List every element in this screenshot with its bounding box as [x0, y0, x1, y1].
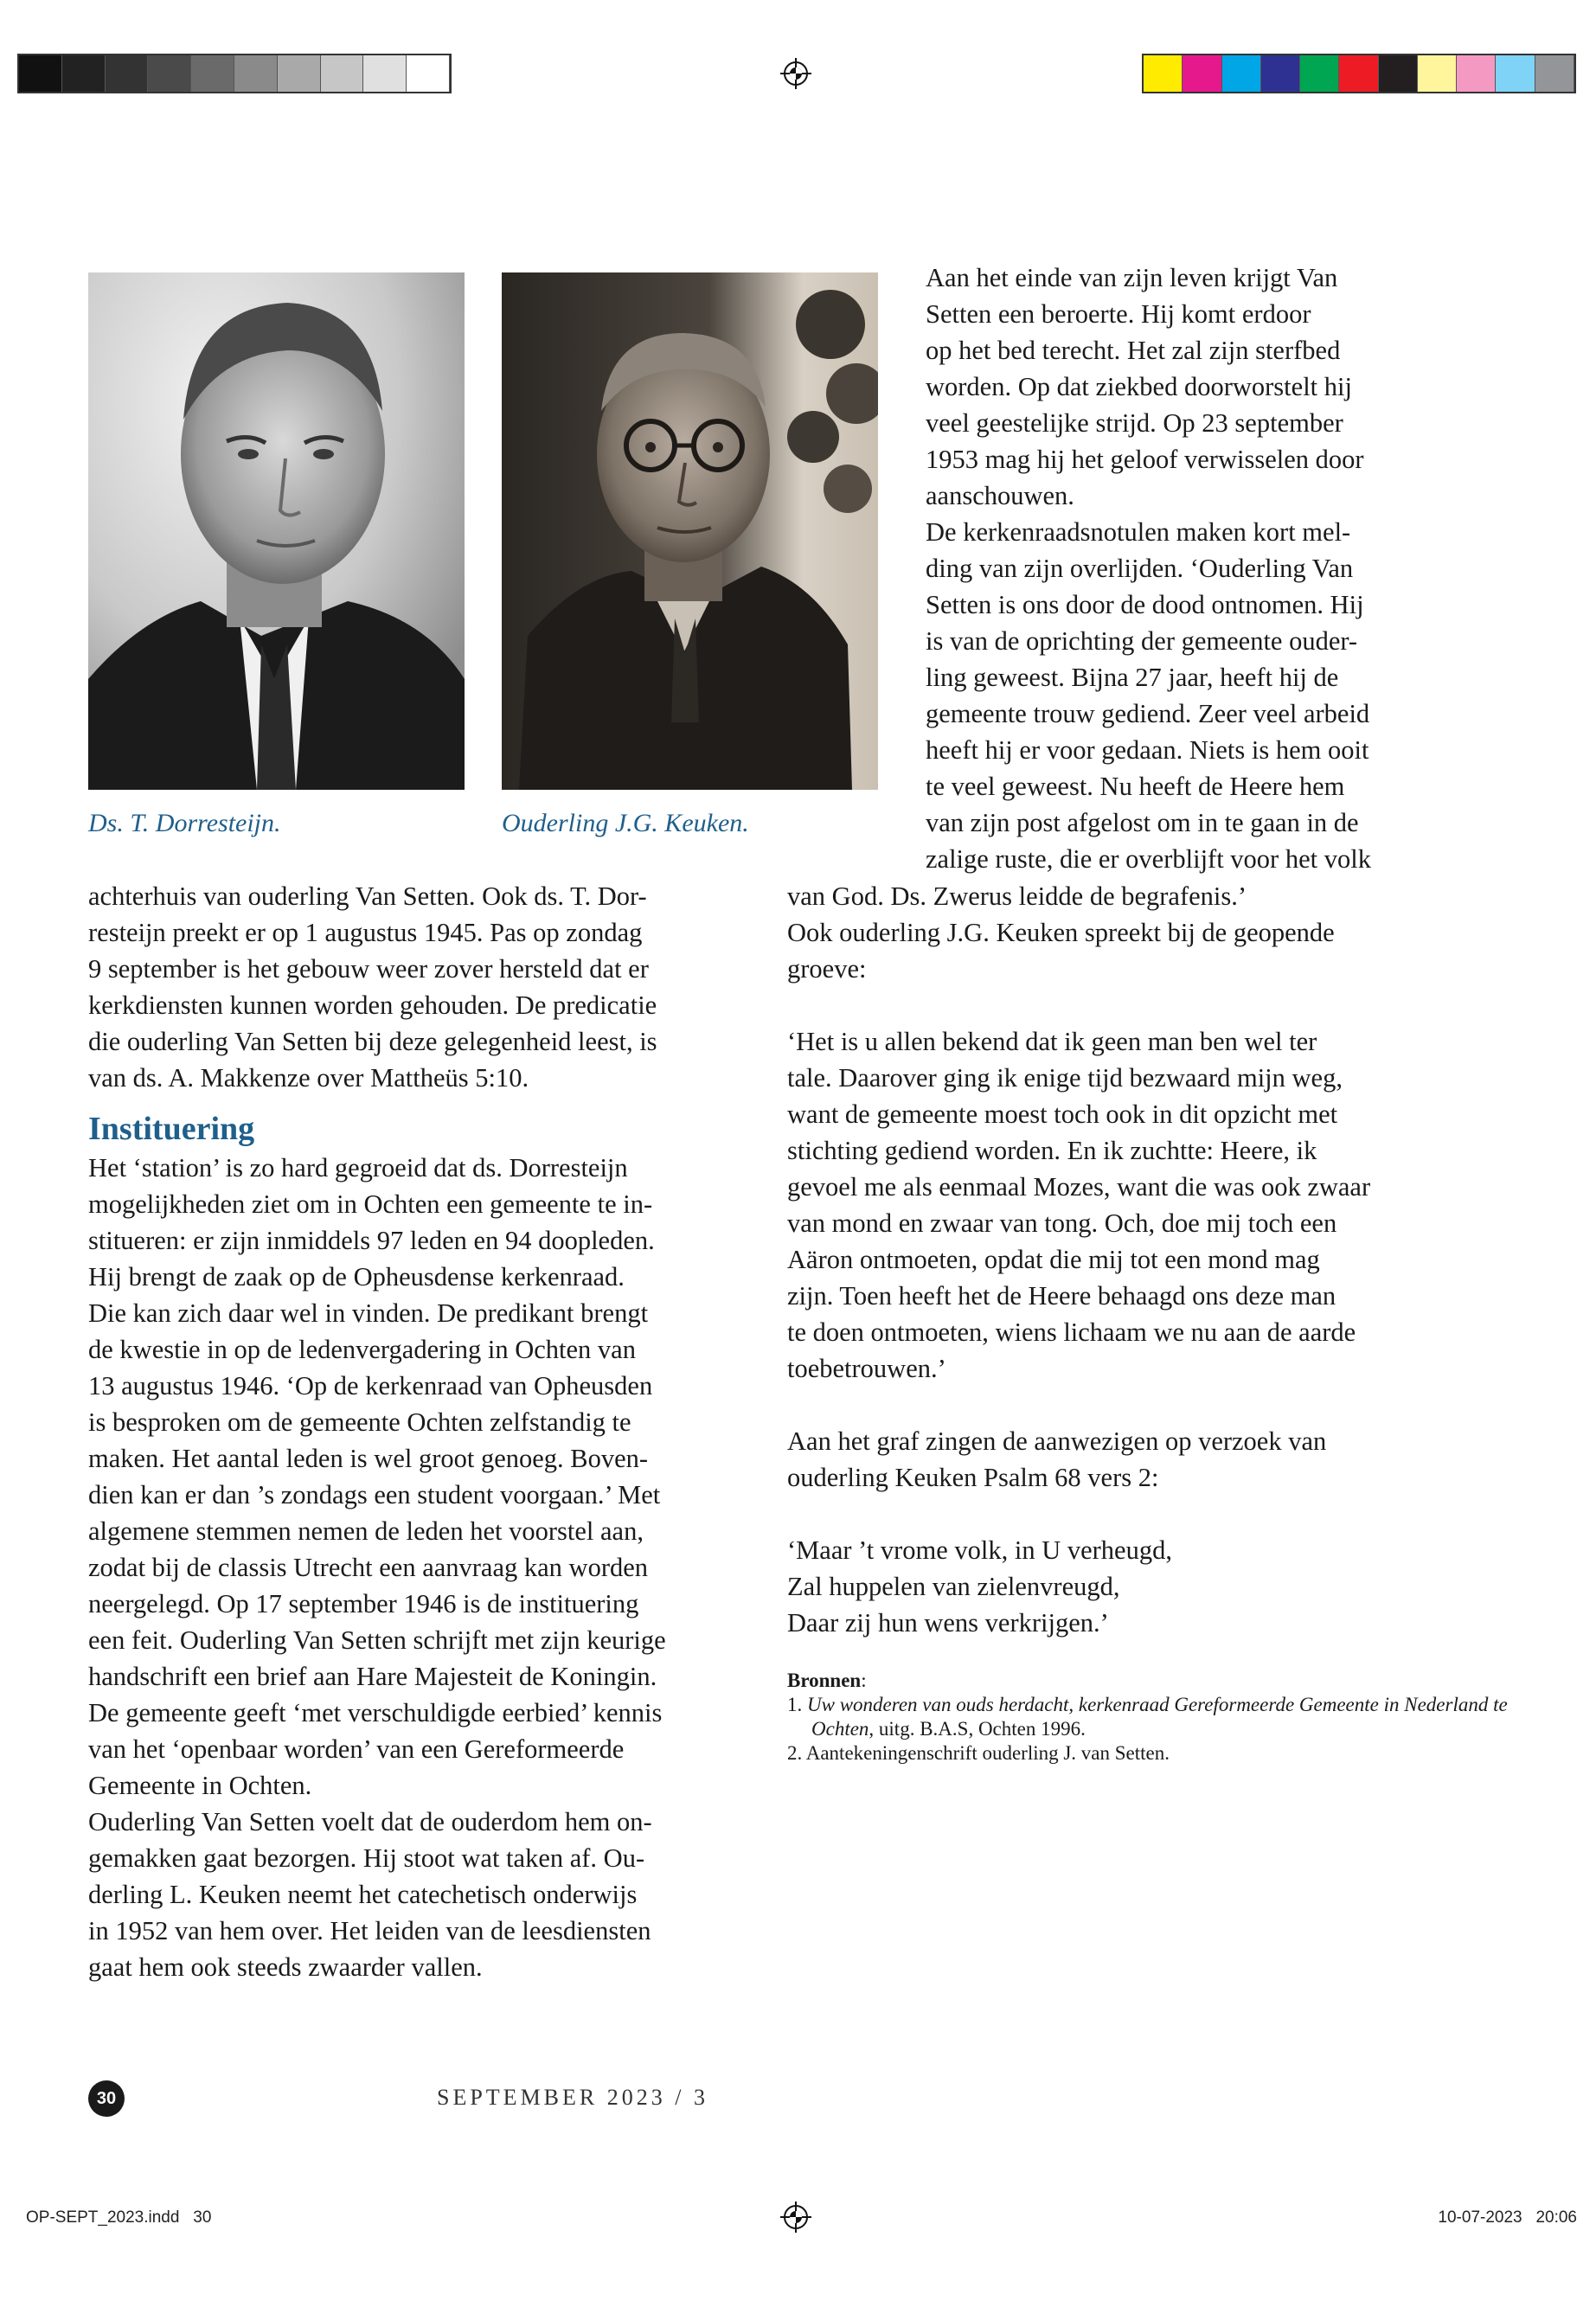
instituering-paragraph — [88, 1150, 754, 1985]
gray-swatch — [62, 55, 106, 92]
source-item-1: 1. Uw wonderen van ouds herdacht, kerkenraad Gereformeerde Gemeente in Nederland te Ochten, uitg. B.A.S, Ochten 1996. — [787, 1694, 1508, 1740]
color-swatch — [1418, 55, 1457, 92]
right-column-top — [926, 260, 1548, 877]
text-line: gevoel me als eenmaal Mozes, want die was ook zwaar — [787, 1172, 1371, 1202]
text-line: ‘Het is u allen bekend dat ik geen man ben wel ter — [787, 1027, 1317, 1056]
text-line: Aäron ontmoeten, opdat die mij tot een mond mag — [787, 1245, 1320, 1274]
gray-swatch — [19, 55, 62, 92]
right-column-bottom — [787, 878, 1548, 1766]
text-line: 9 september is het gebouw weer zover hersteld dat er — [88, 954, 649, 984]
text-line: op het bed terecht. Het zal zijn sterfbed — [926, 336, 1341, 365]
text-line: neergelegd. Op 17 september 1946 is de instituering — [88, 1589, 639, 1618]
text-line: toebetrouwen.’ — [787, 1354, 946, 1383]
text-line: Setten een beroerte. Hij komt erdoor — [926, 299, 1311, 329]
text-line: Het ‘station’ is zo hard gegroeid dat ds. Dorresteijn — [88, 1153, 628, 1183]
text-line: van God. Ds. Zwerus leidde de begrafenis.’ — [787, 881, 1247, 911]
text-line: zodat bij de classis Utrecht een aanvraag kan worden — [88, 1553, 649, 1582]
gray-swatch — [278, 55, 321, 92]
text-line: de kwestie in op de ledenvergadering in Ochten van — [88, 1335, 636, 1364]
text-line: Gemeente in Ochten. — [88, 1771, 312, 1800]
keuken-quote — [787, 1023, 1548, 1387]
registration-mark-icon — [780, 2202, 811, 2233]
page-number-badge: 30 — [88, 2080, 125, 2117]
slug-datetime: 10-07-2023 20:06 — [1438, 2208, 1577, 2227]
text-line: ling geweest. Bijna 27 jaar, heeft hij de — [926, 663, 1339, 692]
text-line: Zal huppelen van zielenvreugd, — [787, 1572, 1120, 1601]
text-line: stitueren: er zijn inmiddels 97 leden en 94 doopleden. — [88, 1226, 655, 1255]
grave-paragraph — [787, 1423, 1548, 1496]
text-line: De kerkenraadsnotulen maken kort mel- — [926, 517, 1351, 547]
color-swatch — [1261, 55, 1300, 92]
text-line: want de gemeente moest toch ook in dit opzicht met — [787, 1099, 1338, 1129]
text-line: aanschouwen. — [926, 481, 1074, 510]
magazine-issue: SEPTEMBER 2023 / 3 — [437, 2085, 708, 2110]
text-line: een feit. Ouderling Van Setten schrijft met zijn keurige — [88, 1625, 666, 1655]
color-swatch — [1535, 55, 1574, 92]
text-line: die ouderling Van Setten bij deze gelegenheid leest, is — [88, 1027, 657, 1056]
text-line: Hij brengt de zaak op de Opheusdense kerkenraad. — [88, 1262, 625, 1292]
text-line: resteijn preekt er op 1 augustus 1945. Pas op zondag — [88, 918, 643, 947]
left-column — [88, 878, 754, 1985]
color-calibration-bar — [1142, 54, 1576, 93]
text-line: mogelijkheden ziet om in Ochten een gemeente te in- — [88, 1189, 653, 1219]
section-heading: Instituering — [88, 1111, 255, 1147]
gray-swatch — [234, 55, 278, 92]
text-line: ding van zijn overlijden. ‘Ouderling Van — [926, 554, 1354, 583]
text-line: derling L. Keuken neemt het catechetisch onderwijs — [88, 1880, 638, 1909]
text-line: groeve: — [787, 954, 867, 984]
portrait-photo-dorresteijn — [88, 272, 465, 790]
gray-swatch — [106, 55, 149, 92]
text-line: in 1952 van hem over. Het leiden van de leesdiensten — [88, 1916, 651, 1945]
text-line: zijn. Toen heeft het de Heere behaagd ons deze man — [787, 1281, 1336, 1311]
text-line: van het ‘openbaar worden’ van een Gereformeerde — [88, 1734, 625, 1764]
slug-filename: OP-SEPT_2023.indd 30 — [26, 2208, 212, 2227]
gray-swatch — [363, 55, 407, 92]
color-swatch — [1183, 55, 1221, 92]
color-swatch — [1496, 55, 1535, 92]
text-line: Ook ouderling J.G. Keuken spreekt bij de geopende — [787, 918, 1335, 947]
color-swatch — [1457, 55, 1496, 92]
text-line: Daar zij hun wens verkrijgen.’ — [787, 1608, 1109, 1638]
color-swatch — [1339, 55, 1378, 92]
text-line: ‘Maar ’t vrome volk, in U verheugd, — [787, 1535, 1172, 1565]
text-line: te doen ontmoeten, wiens lichaam we nu aan de aarde — [787, 1317, 1356, 1347]
text-line: dien kan er dan ’s zondags een student voorgaan.’ Met — [88, 1480, 661, 1509]
text-line: van mond en zwaar van tong. Och, doe mij toch een — [787, 1208, 1337, 1238]
text-line: kerkdiensten kunnen worden gehouden. De predicatie — [88, 990, 657, 1020]
text-line: gemeente trouw gediend. Zeer veel arbeid — [926, 699, 1370, 728]
text-line: ouderling Keuken Psalm 68 vers 2: — [787, 1463, 1159, 1492]
gray-swatch — [407, 55, 450, 92]
text-line: is van de oprichting der gemeente ouder- — [926, 626, 1358, 656]
text-line: De gemeente geeft ‘met verschuldigde eerbied’ kennis — [88, 1698, 663, 1727]
text-line: Ouderling Van Setten voelt dat de ouderdom hem on- — [88, 1807, 652, 1836]
color-swatch — [1300, 55, 1339, 92]
text-line: te veel geweest. Nu heeft de Heere hem — [926, 772, 1345, 801]
text-line: zalige ruste, die er overblijft voor het volk — [926, 844, 1371, 874]
text-line: van zijn post afgelost om in te gaan in de — [926, 808, 1359, 837]
funeral-paragraph — [787, 878, 1548, 987]
color-swatch — [1222, 55, 1261, 92]
text-line: is besproken om de gemeente Ochten zelfstandig te — [88, 1407, 631, 1437]
text-line: worden. Op dat ziekbed doorworstelt hij — [926, 372, 1352, 401]
text-line: Aan het einde van zijn leven krijgt Van — [926, 263, 1338, 292]
gray-swatch — [321, 55, 364, 92]
photo-caption-keuken: Ouderling J.G. Keuken. — [502, 809, 749, 837]
grayscale-calibration-bar — [17, 54, 452, 93]
text-line: maken. Het aantal leden is wel groot genoeg. Boven- — [88, 1444, 649, 1473]
gray-swatch — [191, 55, 234, 92]
text-line: stichting gediend worden. En ik zuchtte: Heere, ik — [787, 1136, 1317, 1165]
text-line: tale. Daarover ging ik enige tijd bezwaard mijn weg, — [787, 1063, 1343, 1093]
text-line: Die kan zich daar wel in vinden. De predikant brengt — [88, 1298, 649, 1328]
color-swatch — [1379, 55, 1418, 92]
sources-title: Bronnen — [787, 1670, 862, 1691]
text-line: 13 augustus 1946. ‘Op de kerkenraad van Opheusden — [88, 1371, 653, 1400]
text-line: achterhuis van ouderling Van Setten. Ook ds. T. Dor- — [88, 881, 647, 911]
sources-list: Bronnen: 1. Uw wonderen van ouds herdacht, kerkenraad Gereformeerde Gemeente in Nederland te Ochten, uitg. B.A.S, Ochten 1996. 2. Aantekeningenschrift ouderling J. van Setten. — [787, 1669, 1548, 1766]
intro-paragraph — [88, 878, 754, 1096]
text-line: van ds. A. Makkenze over Mattheüs 5:10. — [88, 1063, 529, 1093]
registration-mark-icon — [780, 58, 811, 89]
text-line: heeft hij er voor gedaan. Niets is hem ooit — [926, 735, 1369, 765]
text-line: 1953 mag hij het geloof verwisselen door — [926, 445, 1364, 474]
text-line: gemakken gaat bezorgen. Hij stoot wat taken af. Ou- — [88, 1843, 645, 1873]
gray-swatch — [148, 55, 191, 92]
text-line: veel geestelijke strijd. Op 23 september — [926, 408, 1343, 438]
color-swatch — [1144, 55, 1183, 92]
text-line: algemene stemmen nemen de leden het voorstel aan, — [88, 1516, 644, 1546]
text-line: handschrift een brief aan Hare Majesteit de Koningin. — [88, 1662, 657, 1691]
text-line: gaat hem ook steeds zwaarder vallen. — [88, 1952, 483, 1982]
portrait-photo-keuken — [502, 272, 878, 790]
photo-caption-dorresteijn: Ds. T. Dorresteijn. — [88, 809, 281, 837]
psalm-quote — [787, 1532, 1548, 1641]
source-item-2: 2. Aantekeningenschrift ouderling J. van Setten. — [787, 1742, 1170, 1764]
text-line: Aan het graf zingen de aanwezigen op verzoek van — [787, 1426, 1327, 1456]
text-line: Setten is ons door de dood ontnomen. Hij — [926, 590, 1364, 619]
